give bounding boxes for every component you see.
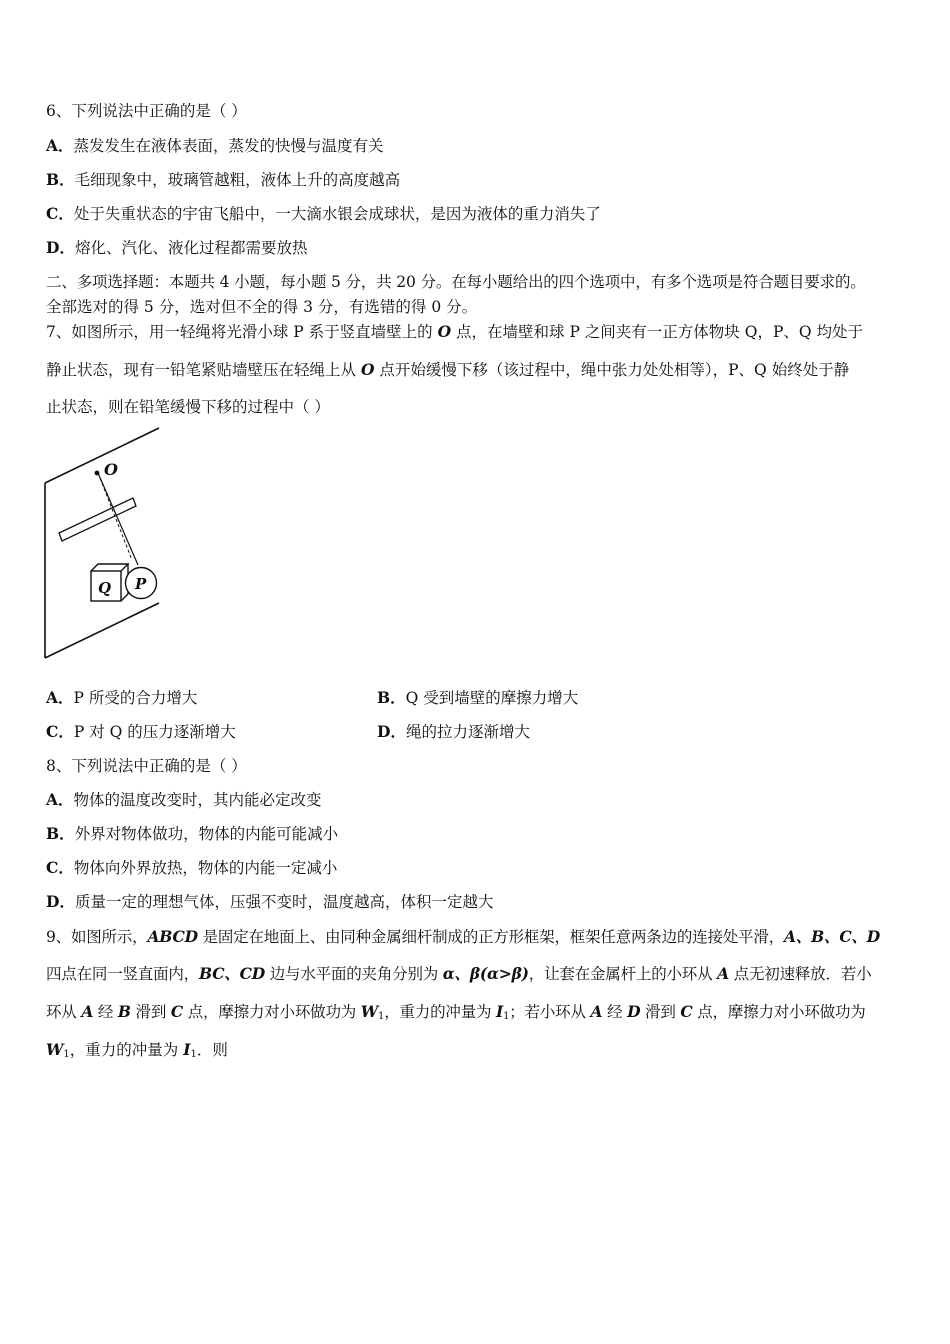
option-key: C．	[46, 858, 74, 877]
section-heading-line-2: 全部选对的得 5 分，选对但不全的得 3 分，有选错的得 0 分。	[46, 298, 478, 316]
option-text: 物体的温度改变时，其内能必定改变	[73, 791, 322, 809]
label-o: O	[104, 460, 118, 479]
q7-stem-line-2: 静止状态，现有一铅笔紧贴墙壁压在轻绳上从 O 点开始缓慢下移（该过程中，绳中张力处处相等），P、Q 始终处于静	[46, 360, 850, 379]
option-key: B．	[46, 170, 75, 189]
q9-stem-line-3: 环从 A 经 B 滑到 C 点，摩擦力对小环做功为 $W_1$，重力的冲量为 $I_1$；若小环从 A 经 D 滑到 C 点，摩擦力对小环做功为	[46, 1002, 866, 1022]
option-key: D．	[46, 238, 75, 257]
cube-q-top	[91, 564, 128, 571]
option-key: D．	[46, 892, 75, 911]
q8-stem: 8、下列说法中正确的是（ ）	[46, 757, 247, 775]
label-p: P	[135, 575, 147, 593]
label-q: Q	[98, 579, 112, 597]
option-text: Q 受到墙壁的摩擦力增大	[405, 689, 579, 707]
q7-option-c[interactable]	[46, 722, 236, 742]
option-key: B．	[46, 824, 75, 843]
option-key: A．	[46, 136, 74, 155]
option-key: C．	[46, 722, 74, 741]
option-key: D．	[377, 722, 406, 741]
q7-option-a[interactable]	[46, 688, 197, 708]
q7-option-b[interactable]	[377, 688, 578, 708]
q6-option-c[interactable]	[46, 204, 601, 224]
q6-stem: 6、下列说法中正确的是（ ）	[46, 102, 247, 120]
option-text: 处于失重状态的宇宙飞船中，一大滴水银会成球状，是因为液体的重力消失了	[73, 205, 601, 223]
option-key: B．	[377, 688, 406, 707]
option-text: P 对 Q 的压力逐渐增大	[73, 723, 236, 741]
point-o	[95, 471, 100, 476]
option-key: A．	[46, 790, 74, 809]
option-text: 质量一定的理想气体，压强不变时，温度越高，体积一定越大	[74, 893, 494, 911]
q6-option-b[interactable]	[46, 170, 400, 190]
option-text: 毛细现象中，玻璃管越粗，液体上升的高度越高	[74, 171, 401, 189]
wall-bottom-edge	[45, 603, 159, 658]
option-key: A．	[46, 688, 74, 707]
option-text: P 所受的合力增大	[73, 689, 198, 707]
option-key: C．	[46, 204, 74, 223]
q9-stem-line-2: 四点在同一竖直面内，BC、CD 边与水平面的夹角分别为 α、β(α>β)，让套在金属杆上的小环从 A 点无初速释放．若小	[46, 964, 872, 983]
q8-option-d[interactable]	[46, 892, 493, 912]
q6-option-d[interactable]	[46, 238, 307, 258]
option-text: 蒸发发生在液体表面，蒸发的快慢与温度有关	[73, 137, 384, 155]
option-text: 绳的拉力逐渐增大	[405, 723, 530, 741]
wall-top-edge	[45, 428, 159, 483]
option-text: 熔化、汽化、液化过程都需要放热	[74, 239, 308, 257]
option-text: 外界对物体做功，物体的内能可能减小	[74, 825, 339, 843]
section-heading-line-1: 二、多项选择题：本题共 4 小题，每小题 5 分，共 20 分。在每小题给出的四个选项中，有多个选项是符合题目要求的。	[46, 273, 866, 291]
q9-stem-line-4: $W_1$，重力的冲量为 $I_1$．则	[46, 1040, 228, 1060]
q7-figure	[44, 425, 162, 661]
q9-stem-line-1: 9、如图所示，ABCD 是固定在地面上、由同种金属细杆制成的正方形框架，框架任意两条边的连接处平滑，A、B、C、D	[46, 927, 881, 946]
q8-option-b[interactable]	[46, 824, 338, 844]
q6-option-a[interactable]	[46, 136, 384, 156]
q8-option-a[interactable]	[46, 790, 322, 810]
q8-option-c[interactable]	[46, 858, 337, 878]
q7-stem-line-3: 止状态，则在铅笔缓慢下移的过程中（ ）	[46, 398, 330, 416]
q7-option-d[interactable]	[377, 722, 530, 742]
option-text: 物体向外界放热，物体的内能一定减小	[73, 859, 338, 877]
q7-stem-line-1: 7、如图所示，用一轻绳将光滑小球 P 系于竖直墙壁上的 O 点，在墙壁和球 P 之间夹有一正方体物块 Q，P、Q 均处于	[46, 322, 864, 341]
